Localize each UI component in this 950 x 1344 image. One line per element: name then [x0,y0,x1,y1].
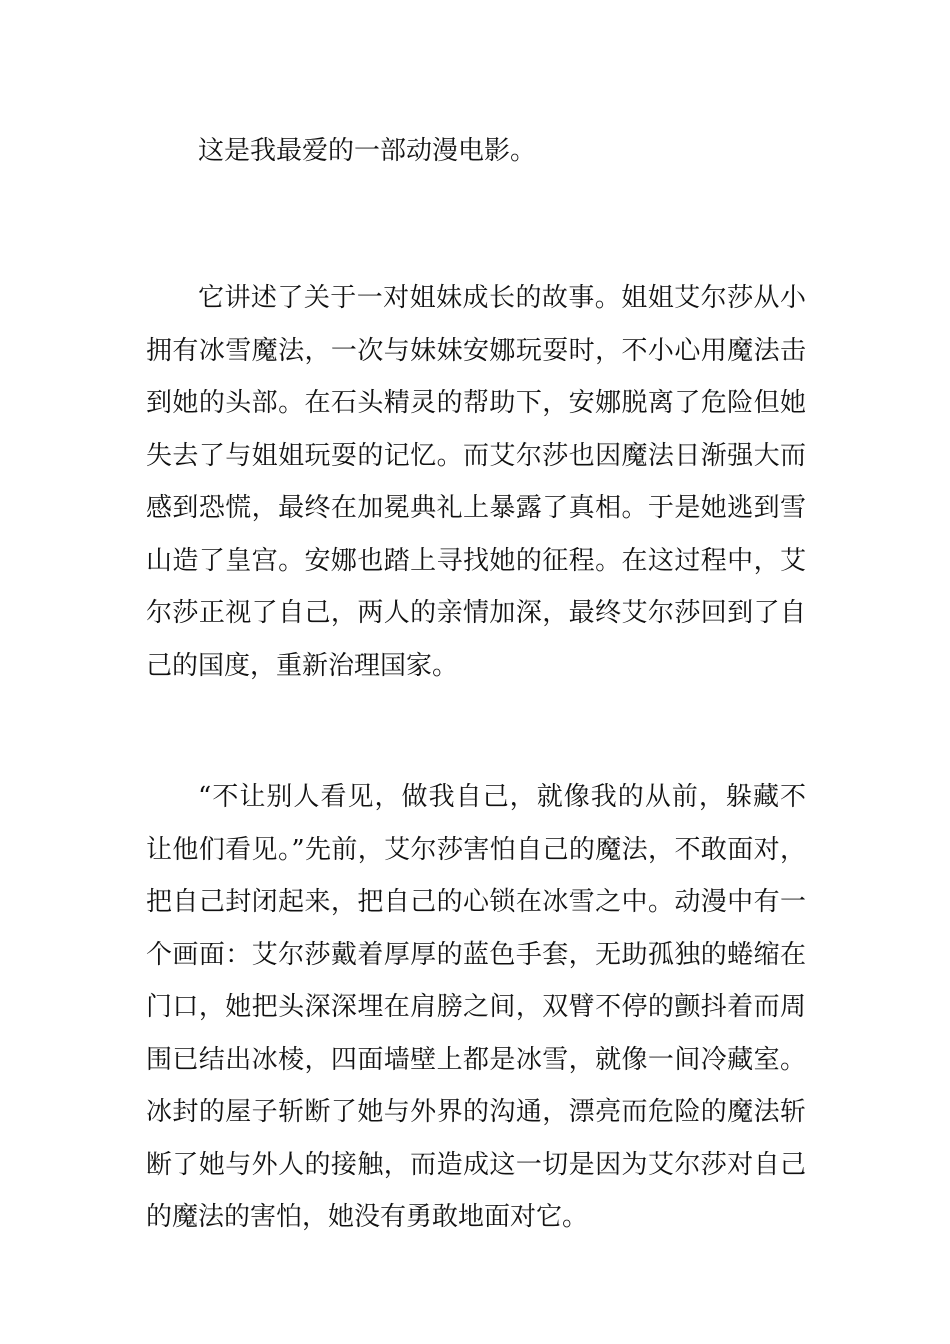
paragraph-analysis: “不让别人看见，做我自己，就像我的从前，躲藏不让他们看见。”先前，艾尔莎害怕自己的魔法，不敢面对，把自己封闭起来，把自己的心锁在冰雪之中。动漫中有一个画面：艾尔莎戴着厚厚的蓝色手套，无助孤独的蜷缩在门口，她把头深深埋在肩膀之间，双臂不停的颤抖着而周围已结出冰棱，四面墙壁上都是冰雪，就像一间冷藏室。冰封的屋子斩断了她与外界的沟通，漂亮而危险的魔法斩断了她与外人的接触，而造成这一切是因为艾尔莎对自己的魔法的害怕，她没有勇敢地面对它。 [146,782,806,1232]
paragraph-intro: 这是我最爱的一部动漫电影。 [198,136,537,166]
paragraph-plot-summary: 它讲述了关于一对姐妹成长的故事。姐姐艾尔莎从小拥有冰雪魔法，一次与妹妹安娜玩耍时，不小心用魔法击到她的头部。在石头精灵的帮助下，安娜脱离了危险但她失去了与姐姐玩耍的记忆。而艾尔莎也因魔法日渐强大而感到恐慌，最终在加冕典礼上暴露了真相。于是她逃到雪山造了皇宫。安娜也踏上寻找她的征程。在这过程中，艾尔莎正视了自己，两人的亲情加深，最终艾尔莎回到了自己的国度，重新治理国家。 [146,283,806,681]
